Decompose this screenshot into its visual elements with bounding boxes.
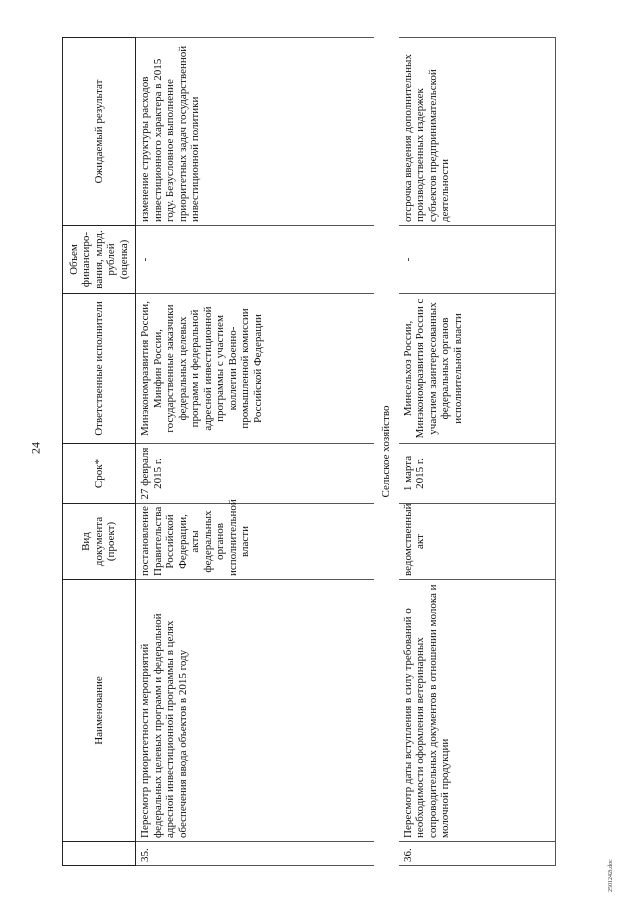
action-plan-table	[62, 37, 556, 866]
section-header-row	[374, 38, 399, 866]
table-row	[136, 38, 375, 866]
row-number: 36.	[399, 842, 556, 866]
row-name: Пересмотр приоритетности мероприятий федеральных целевых программ и федеральной адресной инвестиционной программы в целях обеспечения ввода объектов в 2015 году	[136, 580, 375, 842]
row-doc-type: постановление Правительства Российской Федерации, акты федеральных органов исполнительной власти	[136, 504, 375, 580]
page-number: 24	[28, 442, 43, 454]
footer-file-reference: 2501242i.doc	[608, 859, 614, 892]
row-funding: -	[136, 226, 375, 294]
header-term: Срок*	[63, 444, 136, 504]
action-plan-table-sheet	[62, 38, 605, 866]
header-executors: Ответственные исполнители	[63, 294, 136, 444]
table-header-row	[63, 38, 136, 866]
row-name: Пересмотр даты вступления в силу требований о необходимости оформления ветеринарных сопроводительных документов в отношении молока и молочной продукции	[399, 580, 556, 842]
header-name: Наименование	[63, 580, 136, 842]
row-executors: Минэкономразвития России, Минфин России, государственные заказчики федеральных целевых программ и федеральной адресной инвестиционной программы с участием коллегии Военно-промышленной комиссии Российской Федерации	[136, 294, 375, 444]
row-result: изменение структуры расходов инвестиционного характера в 2015 году. Безусловное выполнение приоритетных задач государственной инвестиционной политики	[136, 38, 375, 226]
table-row	[399, 38, 556, 866]
row-result: отсрочка введения дополнительных производственных издержек субъектов предпринимательской деятельности	[399, 38, 556, 226]
row-term: 1 марта 2015 г.	[399, 444, 556, 504]
row-doc-type: ведомственный акт	[399, 504, 556, 580]
header-number	[63, 842, 136, 866]
header-result: Ожидаемый результат	[63, 38, 136, 226]
row-executors: Минсельхоз России, Минэкономразвития России с участием заинтересованных федеральных органов исполнительной власти	[399, 294, 556, 444]
header-funding: Объем финансиро-вания, млрд. рублей (оценка)	[63, 226, 136, 294]
row-number: 35.	[136, 842, 375, 866]
header-doc-type: Вид документа (проект)	[63, 504, 136, 580]
section-title: Сельское хозяйство	[380, 405, 392, 498]
row-funding: -	[399, 226, 556, 294]
row-term: 27 февраля 2015 г.	[136, 444, 375, 504]
